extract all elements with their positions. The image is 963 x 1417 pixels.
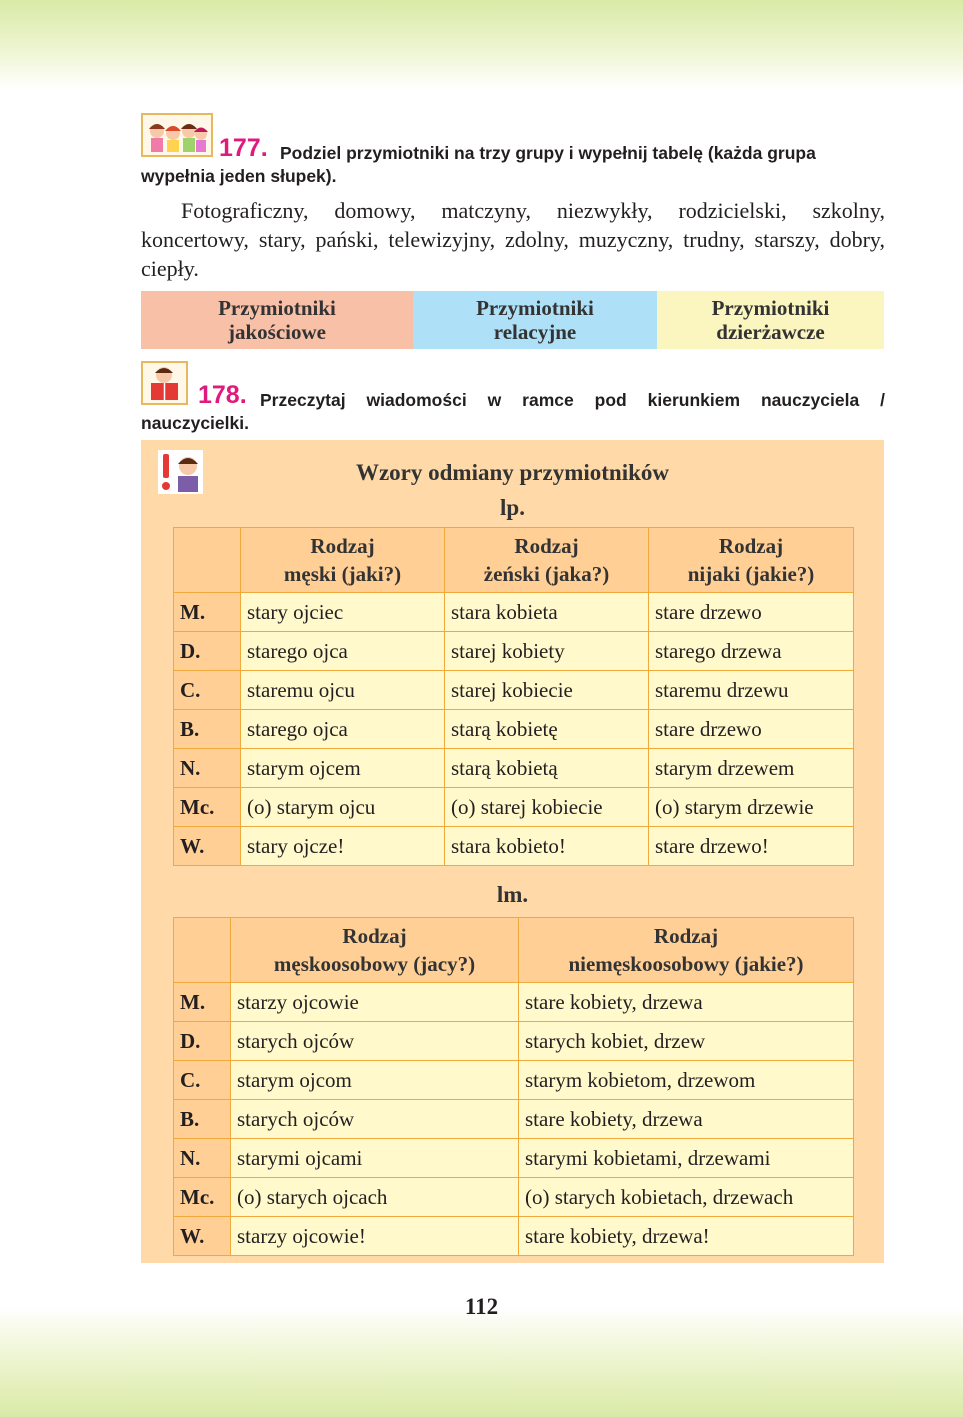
table-cell: starzy ojcowie	[231, 983, 519, 1022]
table-row	[174, 1217, 854, 1256]
case-label: D.	[174, 632, 241, 671]
corner-cell	[174, 918, 231, 983]
table-row	[174, 632, 854, 671]
page-number: 112	[464, 1294, 499, 1319]
table-cell: stary ojcze!	[241, 827, 445, 866]
table-cell: starym kobietom, drzewom	[519, 1061, 854, 1100]
table-row	[174, 1022, 854, 1061]
case-label: N.	[174, 749, 241, 788]
table-row	[174, 1061, 854, 1100]
table-cell: starym ojcom	[231, 1061, 519, 1100]
table-cell: starymi ojcami	[231, 1139, 519, 1178]
case-label: W.	[174, 1217, 231, 1256]
table-cell: (o) starym drzewie	[649, 788, 854, 827]
case-label: B.	[174, 1100, 231, 1139]
table-cell: starego ojca	[241, 632, 445, 671]
table-cell: staremu ojcu	[241, 671, 445, 710]
exercise-177-instruction-line1: Podziel przymiotniki na trzy grupy i wypełnij tabelę (każda grupa	[280, 143, 816, 163]
table-row	[174, 671, 854, 710]
table-cell: starymi kobietami, drzewami	[519, 1139, 854, 1178]
table-cell: staremu drzewu	[649, 671, 854, 710]
table-row	[174, 983, 854, 1022]
table-cell: stare kobiety, drzewa!	[519, 1217, 854, 1256]
exercise-178-instruction-line2: nauczycielki.	[141, 413, 249, 433]
header-rodzaj-meski: Rodzaj męski (jaki?)	[241, 528, 445, 593]
group-dzierzawcze-header: Przymiotniki dzierżawcze	[657, 291, 884, 349]
group-jakosciowe-header: Przymiotniki jakościowe	[141, 291, 413, 349]
table-cell: stare drzewo	[649, 593, 854, 632]
table-cell: starych ojców	[231, 1100, 519, 1139]
table-cell: stare drzewo	[649, 710, 854, 749]
plural-label: lm.	[496, 882, 529, 907]
table-row	[174, 749, 854, 788]
exercise-178-number: 178.	[198, 381, 247, 409]
table-cell: (o) starym ojcu	[241, 788, 445, 827]
table-cell: (o) starych ojcach	[231, 1178, 519, 1217]
header-rodzaj-meskoosobowy: Rodzaj męskoosobowy (jacy?)	[231, 918, 519, 983]
case-label: N.	[174, 1139, 231, 1178]
table-row	[174, 710, 854, 749]
case-label: D.	[174, 1022, 231, 1061]
table-row	[174, 593, 854, 632]
table-cell: starym ojcem	[241, 749, 445, 788]
plural-declension-table	[173, 917, 854, 1256]
corner-cell	[174, 528, 241, 593]
table-cell: starzy ojcowie!	[231, 1217, 519, 1256]
table-cell: stara kobieto!	[445, 827, 649, 866]
case-label: M.	[174, 983, 231, 1022]
case-label: Mc.	[174, 788, 241, 827]
table-cell: starej kobiety	[445, 632, 649, 671]
table-cell: starym drzewem	[649, 749, 854, 788]
table-cell: starą kobietą	[445, 749, 649, 788]
exercise-177-instruction-line2: wypełnia jeden słupek).	[141, 166, 337, 186]
case-label: M.	[174, 593, 241, 632]
table-row	[174, 1139, 854, 1178]
table-cell: starego ojca	[241, 710, 445, 749]
singular-declension-table	[173, 527, 854, 866]
table-cell: (o) starych kobietach, drzewach	[519, 1178, 854, 1217]
frame-title: Wzory odmiany przymiotników	[355, 460, 670, 485]
table-cell: starych ojców	[231, 1022, 519, 1061]
case-label: C.	[174, 1061, 231, 1100]
table-row	[174, 827, 854, 866]
header-rodzaj-nijaki: Rodzaj nijaki (jakie?)	[649, 528, 854, 593]
table-cell: stare kobiety, drzewa	[519, 1100, 854, 1139]
exercise-178-instruction-line1: Przeczytaj wiadomości w ramce pod kierunkiem nauczyciela /	[260, 390, 885, 410]
table-cell: (o) starej kobiecie	[445, 788, 649, 827]
header-rodzaj-zenski: Rodzaj żeński (jaka?)	[445, 528, 649, 593]
children-group-icon	[141, 113, 213, 157]
table-cell: stare kobiety, drzewa	[519, 983, 854, 1022]
table-cell: stara kobieta	[445, 593, 649, 632]
reading-child-icon	[141, 361, 188, 405]
adjective-list-text: Fotograficzny, domowy, matczyny, niezwykły, rodzicielski, szkolny, koncertowy, stary, pański, telewizyjny, zdolny, muzyczny, trudny, starszy, dobry, ciepły.	[141, 198, 885, 281]
adjective-list-paragraph	[141, 196, 885, 283]
table-cell: starej kobiecie	[445, 671, 649, 710]
case-label: Mc.	[174, 1178, 231, 1217]
table-cell: starych kobiet, drzew	[519, 1022, 854, 1061]
table-row	[174, 1100, 854, 1139]
exercise-177-number: 177.	[219, 134, 268, 162]
table-cell: starego drzewa	[649, 632, 854, 671]
case-label: W.	[174, 827, 241, 866]
group-relacyjne-header: Przymiotniki relacyjne	[413, 291, 657, 349]
table-row	[174, 788, 854, 827]
table-row	[174, 1178, 854, 1217]
singular-label: lp.	[500, 495, 525, 520]
case-label: C.	[174, 671, 241, 710]
page-footer-band	[0, 1307, 963, 1417]
page-header-band	[0, 0, 963, 90]
case-label: B.	[174, 710, 241, 749]
table-cell: stary ojciec	[241, 593, 445, 632]
table-cell: stare drzewo!	[649, 827, 854, 866]
table-cell: starą kobietę	[445, 710, 649, 749]
header-rodzaj-niemeskoosobowy: Rodzaj niemęskoosobowy (jakie?)	[519, 918, 854, 983]
